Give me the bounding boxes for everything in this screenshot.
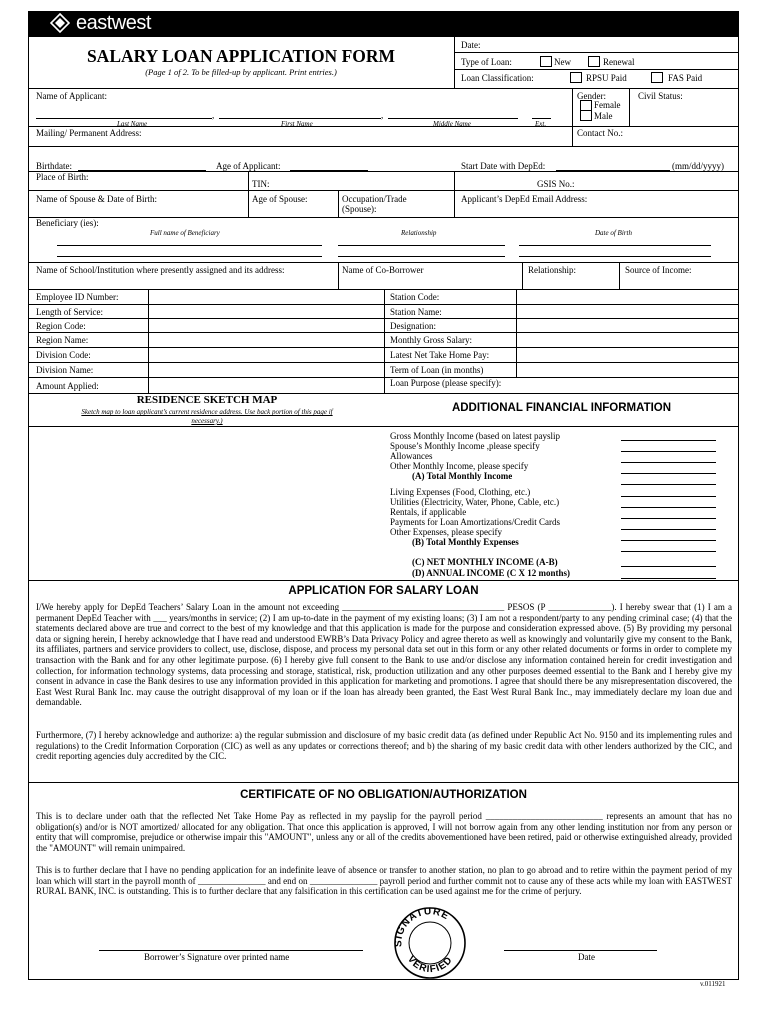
deped-email-label: Applicant’s DepEd Email Address: xyxy=(461,194,588,204)
divider xyxy=(28,171,739,172)
rpsu-paid-label: RPSU Paid xyxy=(586,73,627,83)
annual-income: (D) ANNUAL INCOME (C X 12 months) xyxy=(412,568,571,578)
relationship-label: Relationship: xyxy=(528,265,576,275)
rpsu-paid-checkbox[interactable] xyxy=(570,72,582,83)
employment-field-input[interactable] xyxy=(518,348,737,361)
financial-amount-field[interactable] xyxy=(621,507,716,508)
tin-label: TIN: xyxy=(252,179,270,189)
comma-separator: , xyxy=(212,110,215,120)
form-title: SALARY LOAN APPLICATION FORM xyxy=(86,46,396,66)
beneficiary-dob-caption: Date of Birth xyxy=(595,229,632,237)
application-title: APPLICATION FOR SALARY LOAN xyxy=(288,585,479,597)
financial-amount-field[interactable] xyxy=(621,529,716,530)
employment-field-input[interactable] xyxy=(518,319,737,331)
divider xyxy=(28,580,739,581)
employment-field-label: Station Name: xyxy=(390,307,442,317)
beneficiary-dob-field[interactable] xyxy=(519,245,711,246)
employment-field-label: Employee ID Number: xyxy=(36,292,119,302)
employment-field-label: Term of Loan (in months) xyxy=(390,365,484,375)
financial-expense-line: Other Expenses, please specify xyxy=(390,527,502,537)
divider xyxy=(28,190,739,191)
sketch-map-title: RESIDENCE SKETCH MAP xyxy=(136,394,278,406)
spouse-age-label: Age of Spouse: xyxy=(252,194,308,204)
form-subtitle: (Page 1 of 2. To be filled-up by applicant. Print entries.) xyxy=(145,67,337,77)
mailing-address-label: Mailing/ Permanent Address: xyxy=(36,128,142,138)
sketch-map-area[interactable] xyxy=(30,428,382,578)
employment-field-input[interactable] xyxy=(518,290,737,303)
divider xyxy=(572,88,573,146)
coborrower-label: Name of Co-Borrower xyxy=(342,265,424,275)
loan-classification-label: Loan Classification: xyxy=(461,73,534,83)
brand-name: eastwest xyxy=(76,12,151,34)
employment-field-label: Station Code: xyxy=(390,292,440,302)
divider xyxy=(28,782,739,783)
employment-field-label: Latest Net Take Home Pay: xyxy=(390,350,490,360)
beneficiary-dob-field[interactable] xyxy=(519,256,711,257)
financial-amount-field[interactable] xyxy=(621,440,716,441)
divider xyxy=(28,393,739,394)
financial-amount-field[interactable] xyxy=(621,462,716,463)
beneficiary-name-caption: Full name of Beneficiary xyxy=(150,229,220,237)
divider xyxy=(338,190,339,217)
school-label: Name of School/Institution where presently assigned and its address: xyxy=(36,265,285,275)
ext-caption: Ext. xyxy=(535,120,547,128)
occupation-label-2: (Spouse): xyxy=(342,204,377,214)
financial-amount-field[interactable] xyxy=(621,578,716,579)
female-label: Female xyxy=(594,100,621,110)
certificate-further-declaration: This is to further declare that I have no pending application for an indefinite leave of absence or transfer to another station, no plan to go abroad and to retire within the payment period of my loan which will start in the payroll month of _______________ and end on _______________ payroll period and further commit not to cause any of these acts while my loan with EASTWEST RURAL BANK, INC. is outstanding. This is to further declare that any falsification in this certification can be used against me for the crime of perjury. xyxy=(36,865,732,897)
financial-amount-field[interactable] xyxy=(621,484,716,485)
start-date-label: Start Date with DepEd: xyxy=(461,161,546,171)
divider xyxy=(629,88,630,126)
renewal-checkbox[interactable] xyxy=(588,56,600,67)
financial-income-line: Gross Monthly Income (based on latest payslip xyxy=(390,431,560,441)
employment-field-input[interactable] xyxy=(150,290,382,303)
civil-status-label: Civil Status: xyxy=(638,91,683,101)
first-name-caption: First Name xyxy=(281,120,313,128)
beneficiary-name-field[interactable] xyxy=(57,245,322,246)
divider xyxy=(28,262,739,263)
form-version: v.011921 xyxy=(700,980,726,988)
employment-field-label: Monthly Gross Salary: xyxy=(390,335,472,345)
date-label: Date: xyxy=(461,40,481,50)
divider xyxy=(454,36,455,88)
employment-field-input[interactable] xyxy=(150,333,382,346)
occupation-label: Occupation/Trade xyxy=(342,194,407,204)
new-loan-label: New xyxy=(554,57,571,67)
divider xyxy=(248,171,249,217)
financial-income-line: Allowances xyxy=(390,451,433,461)
divider xyxy=(28,126,739,127)
employment-field-label: Division Code: xyxy=(36,350,91,360)
signature-date-field[interactable] xyxy=(504,950,657,951)
employment-field-label: Region Name: xyxy=(36,335,89,345)
svg-text:VERIFIED xyxy=(405,954,455,975)
beneficiary-relationship-field[interactable] xyxy=(338,245,505,246)
spouse-name-label: Name of Spouse & Date of Birth: xyxy=(36,194,157,204)
employment-field-label: Division Name: xyxy=(36,365,94,375)
divider xyxy=(454,52,739,53)
age-label: Age of Applicant: xyxy=(216,161,281,171)
source-of-income-label: Source of Income: xyxy=(625,265,692,275)
employment-field-label: Amount Applied: xyxy=(36,381,99,391)
employment-field-input[interactable] xyxy=(150,348,382,361)
financial-expense-line: Rentals, if applicable xyxy=(390,507,467,517)
divider xyxy=(454,69,739,70)
net-monthly-income: (C) NET MONTHLY INCOME (A-B) xyxy=(412,557,558,567)
financial-amount-field[interactable] xyxy=(621,551,716,552)
financial-income-line: Spouse’s Monthly Income ,please specify xyxy=(390,441,540,451)
new-loan-checkbox[interactable] xyxy=(540,56,552,67)
financial-amount-field[interactable] xyxy=(621,496,716,497)
place-of-birth-label: Place of Birth: xyxy=(36,172,89,182)
fas-paid-checkbox[interactable] xyxy=(651,72,663,83)
stamp-bottom-text: VERIFIED xyxy=(405,953,456,976)
beneficiary-relationship-field[interactable] xyxy=(338,256,505,257)
borrower-signature-label: Borrower’s Signature over printed name xyxy=(144,952,290,962)
brand-header-bar xyxy=(28,11,739,36)
employment-field-label: Designation: xyxy=(390,321,436,331)
gsis-label: GSIS No.: xyxy=(537,179,575,189)
certificate-no-obligation: This is to declare under oath that the reflected Net Take Home Pay as reflected in my payslip for the payroll period __________________________ represents an amount that has no obligation(s) and/or is NOT amortized/ allocated for any obligation. That once this application is approved, I will not borrow again from any other lending institution nor from any person or entity that will compromise, prejudice or otherwise impair this "AMOUNT", unless any or all of the credits abovementioned have been retired, paid or otherwise extinguished already, provided the "AMOUNT" will remain unimpaired. xyxy=(36,811,732,853)
beneficiary-relationship-caption: Relationship xyxy=(401,229,437,237)
financial-amount-field[interactable] xyxy=(621,518,716,519)
sketch-map-note: Sketch map to loan applicant’s current residence address. Use back portion of this page if xyxy=(81,408,333,416)
sketch-map-note-2: necessary.) xyxy=(191,417,223,425)
middle-name-caption: Middle Name xyxy=(433,120,471,128)
type-of-loan-label: Type of Loan: xyxy=(461,57,512,67)
employment-field-label: Length of Service: xyxy=(36,307,103,317)
gender-label: Gender: xyxy=(577,91,606,101)
signature-verified-stamp-icon xyxy=(392,905,468,981)
date-format-hint: (mm/dd/yyyy) xyxy=(672,161,724,171)
employment-field-input[interactable] xyxy=(150,305,382,317)
financial-amount-field[interactable] xyxy=(621,451,716,452)
total-monthly-expenses: (B) Total Monthly Expenses xyxy=(412,537,519,547)
divider xyxy=(454,171,455,217)
divider xyxy=(28,217,739,218)
beneficiaries-label: Beneficiary (ies): xyxy=(36,218,99,228)
contact-no-label: Contact No.: xyxy=(577,128,623,138)
divider xyxy=(384,289,385,393)
divider xyxy=(619,262,620,289)
employment-field-input[interactable] xyxy=(518,363,737,376)
financial-expense-line: Payments for Loan Amortizations/Credit Cards xyxy=(390,517,560,527)
eastwest-logo-icon xyxy=(50,13,70,33)
total-monthly-income: (A) Total Monthly Income xyxy=(412,471,513,481)
employment-field-input[interactable] xyxy=(518,305,737,317)
applicant-name-label: Name of Applicant: xyxy=(36,91,107,101)
financial-amount-field[interactable] xyxy=(621,566,716,567)
stamp-top-text: SIGNATURE xyxy=(393,906,452,948)
divider xyxy=(522,262,523,289)
divider xyxy=(148,289,149,393)
financial-expense-line: Living Expenses (Food, Clothing, etc.) xyxy=(390,487,531,497)
application-declaration: I/We hereby apply for DepEd Teachers’ Salary Loan in the amount not exceeding ____________________________________ PESOS (P ______________). I hereby swear that (1) I am a permanent DepEd Teacher with ___ years/months in service; (2) I am up-to-date in the payment of my existing loans; (3) I am not a respondent/party to any pending criminal case; (4) that the statements declared above are true and correct to the best of my knowledge and that this application is made for the purpose and consideration expressed above. (5) By providing my personal data or signing herein, I hereby acknowledge that I have read and understood EWRB’s Data Privacy Policy and agree thereto as well as knowingly and voluntarily give my consent to the Bank, its affiliates, partners and service providers to collect, use, disclose, dispose, and process my personal data set out in this form or any other related documents or forms in order to complete my transaction with the Bank and for any other legitimate purpose. (6) I hereby give full consent to the Bank to use and/or disclose any information contained herein for credit investigation and collection, for information technology systems, data processing and storage, statistical, risk, production utilization and any other purposes deemed essential to the Bank and I hereby give my consent in advance in case the Bank desires to use any information provided in this application for marketing and promotions. I agree that should there be any misrepresentation discovered, the East West Rural Bank Inc. may cause the outright disapproval of my loan or if the loan has already been granted, the East West Rural Bank Inc., may immediately declare my loan due and demandable. xyxy=(36,602,732,708)
comma-separator: , xyxy=(381,110,384,120)
divider xyxy=(28,426,739,427)
male-checkbox[interactable] xyxy=(580,110,592,121)
employment-field-input[interactable] xyxy=(518,333,737,346)
divider xyxy=(28,88,739,89)
signature-date-label: Date xyxy=(578,952,595,962)
financial-expense-line: Utilities (Electricity, Water, Phone, Cable, etc.) xyxy=(390,497,560,507)
borrower-signature-field[interactable] xyxy=(99,950,363,951)
financial-info-title: ADDITIONAL FINANCIAL INFORMATION xyxy=(451,402,672,414)
employment-field-input[interactable] xyxy=(150,319,382,331)
divider xyxy=(338,262,339,289)
financial-amount-field[interactable] xyxy=(621,540,716,541)
beneficiary-name-field[interactable] xyxy=(57,256,322,257)
divider xyxy=(28,146,739,147)
male-label: Male xyxy=(594,111,613,121)
employment-field-input[interactable] xyxy=(150,378,382,392)
birthdate-label: Birthdate: xyxy=(36,161,72,171)
financial-amount-field[interactable] xyxy=(621,473,716,474)
last-name-caption: Last Name xyxy=(117,120,148,128)
employment-field-label: Region Code: xyxy=(36,321,86,331)
fas-paid-label: FAS Paid xyxy=(668,73,703,83)
credit-data-authorization: Furthermore, (7) I hereby acknowledge and authorize: a) the regular submission and disclosure of my basic credit data (as defined under Republic Act No. 9150 and its implementing rules and regulations) to the Credit Information Corporation (CIC) as well as any updates or corrections thereof; and b) the sharing of my basic credit data with other lenders authorized by the CIC, and credit reporting agencies duly accredited by the CIC. xyxy=(36,730,732,762)
financial-income-line: Other Monthly Income, please specify xyxy=(390,461,529,471)
renewal-label: Renewal xyxy=(603,57,635,67)
certificate-title: CERTIFICATE OF NO OBLIGATION/AUTHORIZATION xyxy=(240,789,527,801)
divider xyxy=(516,289,517,378)
employment-field-input[interactable] xyxy=(150,363,382,376)
employment-field-label: Loan Purpose (please specify): xyxy=(390,378,502,388)
